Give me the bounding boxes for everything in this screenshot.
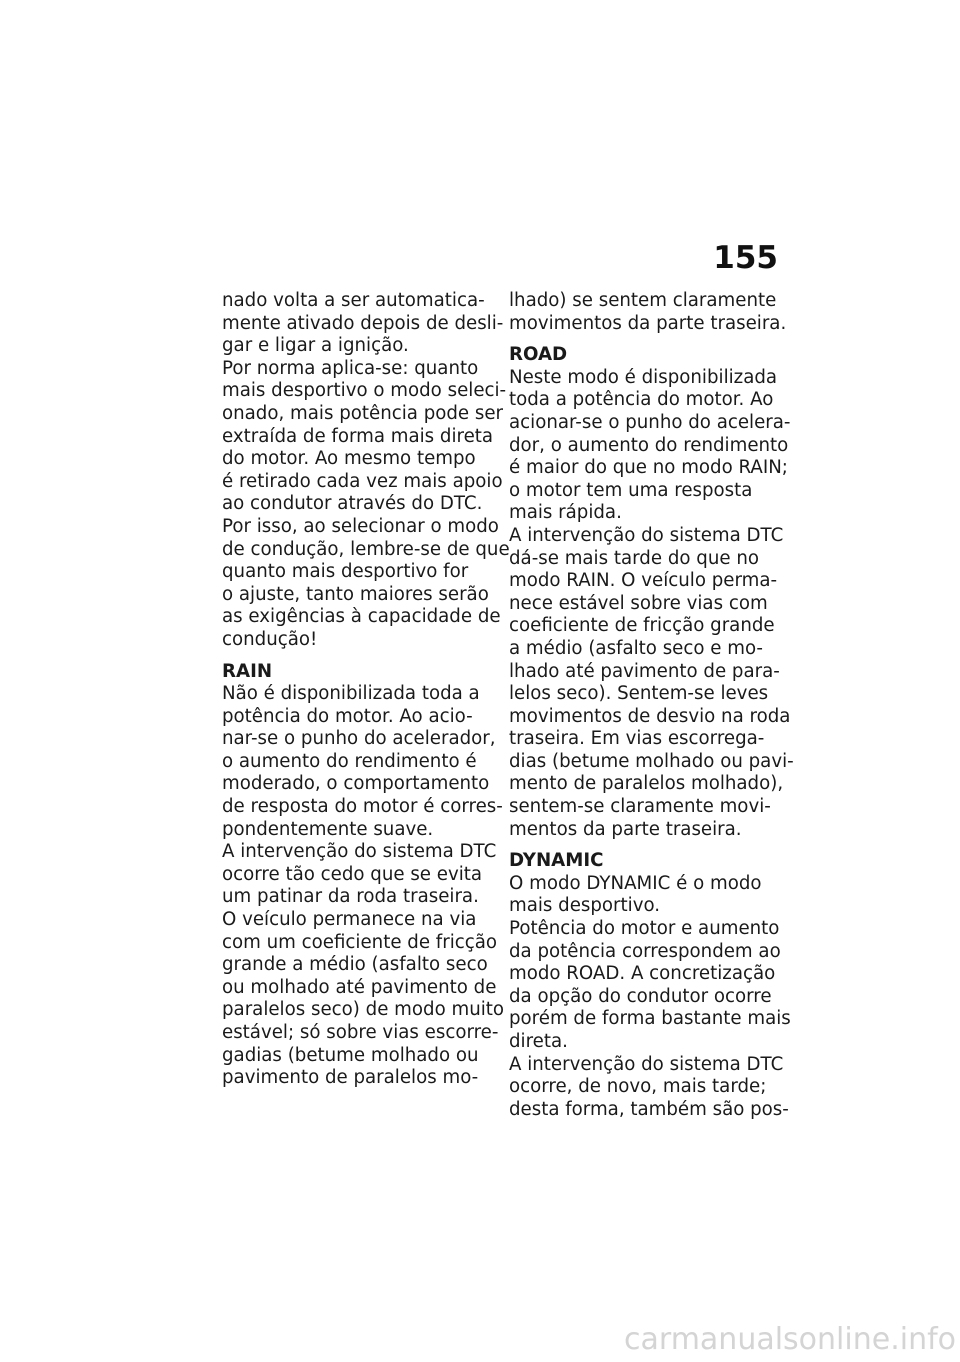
text-line: desta forma, também são pos-	[509, 1098, 789, 1120]
text-line: quanto mais desportivo for	[222, 561, 469, 583]
text-line: pondentemente suave.	[222, 818, 434, 840]
text-line: condução!	[222, 628, 318, 650]
text-line: ou molhado até pavimento de	[222, 976, 497, 998]
text-line: grande a médio (asfalto seco	[222, 954, 488, 976]
section-heading-road: ROAD	[509, 344, 568, 366]
text-line: acionar-se o punho do acelera-	[509, 411, 791, 433]
text-line: lhado até pavimento de para-	[509, 660, 780, 682]
text-line: mais rápida.	[509, 502, 622, 524]
text-line: traseira. Em vias escorrega-	[509, 728, 765, 750]
text-line: Neste modo é disponibilizada	[509, 366, 778, 388]
text-line: direta.	[509, 1031, 568, 1052]
dynamic-paragraph	[509, 872, 791, 1122]
text-line: gadias (betume molhado ou	[222, 1044, 479, 1066]
text-line: mais desportivo.	[509, 895, 661, 917]
text-line: O veículo permanece na via	[222, 909, 477, 931]
text-line: ocorre, de novo, mais tarde;	[509, 1076, 767, 1098]
text-line: de condução, lembre-se de que	[222, 538, 510, 560]
text-line: mais desportivo o modo seleci-	[222, 380, 507, 402]
text-line: mento de paralelos molhado),	[509, 773, 784, 795]
text-line: estável; só sobre vias escorre-	[222, 1022, 499, 1043]
text-line: O modo DYNAMIC é o modo	[509, 872, 762, 894]
text-line: sentem-se claramente movi-	[509, 796, 771, 818]
text-line: mente ativado depois de desli-	[222, 312, 504, 334]
text-line: lelos seco). Sentem-se leves	[509, 683, 769, 705]
text-line: lhado) se sentem claramente	[509, 290, 777, 311]
text-line: da opção do condutor ocorre	[509, 985, 772, 1007]
text-line: porém de forma bastante mais	[509, 1008, 791, 1030]
text-line: dias (betume molhado ou pavi-	[509, 750, 794, 772]
left-intro-paragraph	[222, 290, 510, 652]
text-line: dor, o aumento do rendimento	[509, 434, 789, 456]
right-column	[509, 290, 794, 1121]
text-line: Não é disponibilizada toda a	[222, 683, 480, 705]
text-line: nece estável sobre vias com	[509, 592, 768, 614]
text-line: A intervenção do sistema DTC	[222, 841, 497, 863]
text-line: extraída de forma mais direta	[222, 425, 494, 447]
text-line: a médio (asfalto seco e mo-	[509, 637, 763, 659]
text-line: movimentos da parte traseira.	[509, 312, 787, 334]
text-line: nado volta a ser automatica-	[222, 290, 485, 311]
text-line: um patinar da roda traseira.	[222, 886, 479, 908]
text-line: A intervenção do sistema DTC	[509, 1053, 784, 1075]
text-line: Por isso, ao selecionar o modo	[222, 515, 499, 537]
text-line: modo RAIN. O veículo perma-	[509, 570, 778, 592]
text-line: de resposta do motor é corres-	[222, 796, 503, 818]
road-paragraph	[509, 366, 794, 841]
text-line: é maior do que no modo RAIN;	[509, 457, 788, 479]
text-line: ocorre tão cedo que se evita	[222, 863, 483, 885]
text-line: onado, mais potência pode ser	[222, 402, 504, 424]
text-line: com um coeficiente de fricção	[222, 931, 498, 953]
text-line: toda a potência do motor. Ao	[509, 389, 774, 411]
section-heading-dynamic: DYNAMIC	[509, 850, 604, 872]
text-line: gar e ligar a ignição.	[222, 335, 409, 357]
text-line: coeficiente de fricção grande	[509, 615, 775, 637]
text-line: o aumento do rendimento é	[222, 750, 477, 772]
text-line: o ajuste, tanto maiores serão	[222, 583, 489, 605]
left-column	[222, 290, 510, 1090]
text-line: A intervenção do sistema DTC	[509, 524, 784, 546]
text-line: paralelos seco) de modo muito	[222, 999, 505, 1021]
text-line: potência do motor. Ao acio-	[222, 705, 473, 727]
right-intro-paragraph	[509, 290, 787, 335]
section-heading-rain: RAIN	[222, 660, 273, 682]
text-line: Potência do motor e aumento	[509, 918, 780, 940]
text-line: dá-se mais tarde do que no	[509, 547, 759, 569]
text-line: modo ROAD. A concretização	[509, 963, 776, 985]
text-line: moderado, o comportamento	[222, 773, 490, 795]
text-line: mentos da parte traseira.	[509, 818, 742, 840]
text-line: nar-se o punho do acelerador,	[222, 728, 496, 750]
text-line: da potência correspondem ao	[509, 940, 781, 962]
text-line: do motor. Ao mesmo tempo	[222, 448, 476, 470]
text-line: ao condutor através do DTC.	[222, 493, 483, 515]
text-line: pavimento de paralelos mo-	[222, 1067, 479, 1089]
page-number: 155	[713, 240, 778, 276]
text-line: é retirado cada vez mais apoio	[222, 470, 503, 492]
rain-paragraph	[222, 683, 505, 1090]
text-line: as exigências à capacidade de	[222, 606, 501, 628]
text-line: Por norma aplica-se: quanto	[222, 357, 479, 379]
text-line: o motor tem uma resposta	[509, 479, 753, 501]
text-line: movimentos de desvio na roda	[509, 705, 791, 727]
watermark-text: carmanualsonline.info	[624, 1322, 956, 1357]
